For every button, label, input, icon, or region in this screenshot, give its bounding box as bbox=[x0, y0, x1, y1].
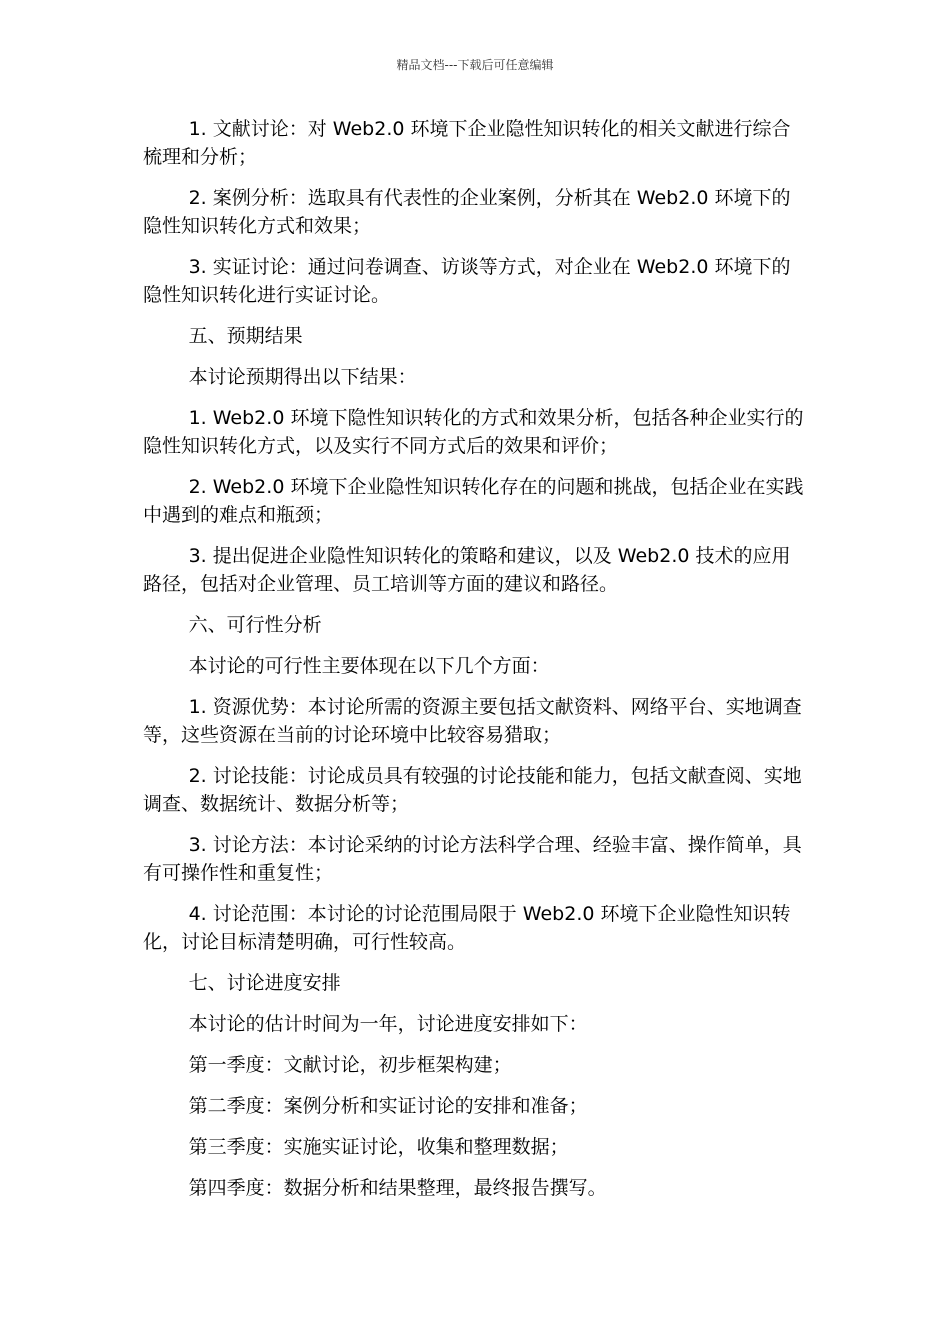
paragraph-schedule-intro: 本讨论的估计时间为一年，讨论进度安排如下： bbox=[188, 1013, 588, 1035]
paragraph-result-1: 1. Web2.0 环境下隐性知识转化的方式和效果分析，包括各种企业实行的隐性知识转化方式，以及实行不同方式后的效果和评价； bbox=[143, 407, 804, 457]
document-body bbox=[143, 115, 809, 1202]
paragraph-schedule-q2: 第二季度：案例分析和实证讨论的安排和准备； bbox=[188, 1095, 588, 1117]
paragraph-feasibility-2: 2. 讨论技能：讨论成员具有较强的讨论技能和能力，包括文献查阅、实地调查、数据统计、数据分析等； bbox=[143, 765, 802, 815]
paragraph-method-3: 3. 实证讨论：通过问卷调查、访谈等方式，对企业在 Web2.0 环境下的隐性知识转化进行实证讨论。 bbox=[143, 256, 791, 306]
section-heading-5: 五、预期结果 bbox=[188, 325, 303, 347]
paragraph-results-intro: 本讨论预期得出以下结果： bbox=[188, 366, 417, 388]
section-heading-7: 七、讨论进度安排 bbox=[188, 972, 341, 994]
paragraph-feasibility-4: 4. 讨论范围：本讨论的讨论范围局限于 Web2.0 环境下企业隐性知识转化，讨论目标清楚明确，可行性较高。 bbox=[143, 903, 791, 953]
paragraph-result-3: 3. 提出促进企业隐性知识转化的策略和建议，以及 Web2.0 技术的应用路径，包括对企业管理、员工培训等方面的建议和路径。 bbox=[143, 545, 791, 595]
paragraph-result-2: 2. Web2.0 环境下企业隐性知识转化存在的问题和挑战，包括企业在实践中遇到的难点和瓶颈； bbox=[143, 476, 804, 526]
paragraph-schedule-q3: 第三季度：实施实证讨论，收集和整理数据； bbox=[188, 1136, 569, 1158]
paragraph-feasibility-3: 3. 讨论方法：本讨论采纳的讨论方法科学合理、经验丰富、操作简单，具有可操作性和重复性； bbox=[143, 834, 802, 884]
paragraph-method-2: 2. 案例分析：选取具有代表性的企业案例，分析其在 Web2.0 环境下的隐性知识转化方式和效果； bbox=[143, 187, 791, 237]
page-header: 精品文档---下载后可任意编辑 bbox=[396, 58, 554, 72]
paragraph-schedule-q4: 第四季度：数据分析和结果整理，最终报告撰写。 bbox=[188, 1177, 607, 1199]
paragraph-feasibility-intro: 本讨论的可行性主要体现在以下几个方面： bbox=[188, 655, 550, 677]
paragraph-feasibility-1: 1. 资源优势：本讨论所需的资源主要包括文献资料、网络平台、实地调查等，这些资源在当前的讨论环境中比较容易猎取； bbox=[143, 696, 802, 746]
paragraph-schedule-q1: 第一季度：文献讨论，初步框架构建； bbox=[188, 1054, 512, 1076]
paragraph-method-1: 1. 文献讨论：对 Web2.0 环境下企业隐性知识转化的相关文献进行综合梳理和分析； bbox=[143, 118, 791, 168]
section-heading-6: 六、可行性分析 bbox=[188, 614, 322, 636]
